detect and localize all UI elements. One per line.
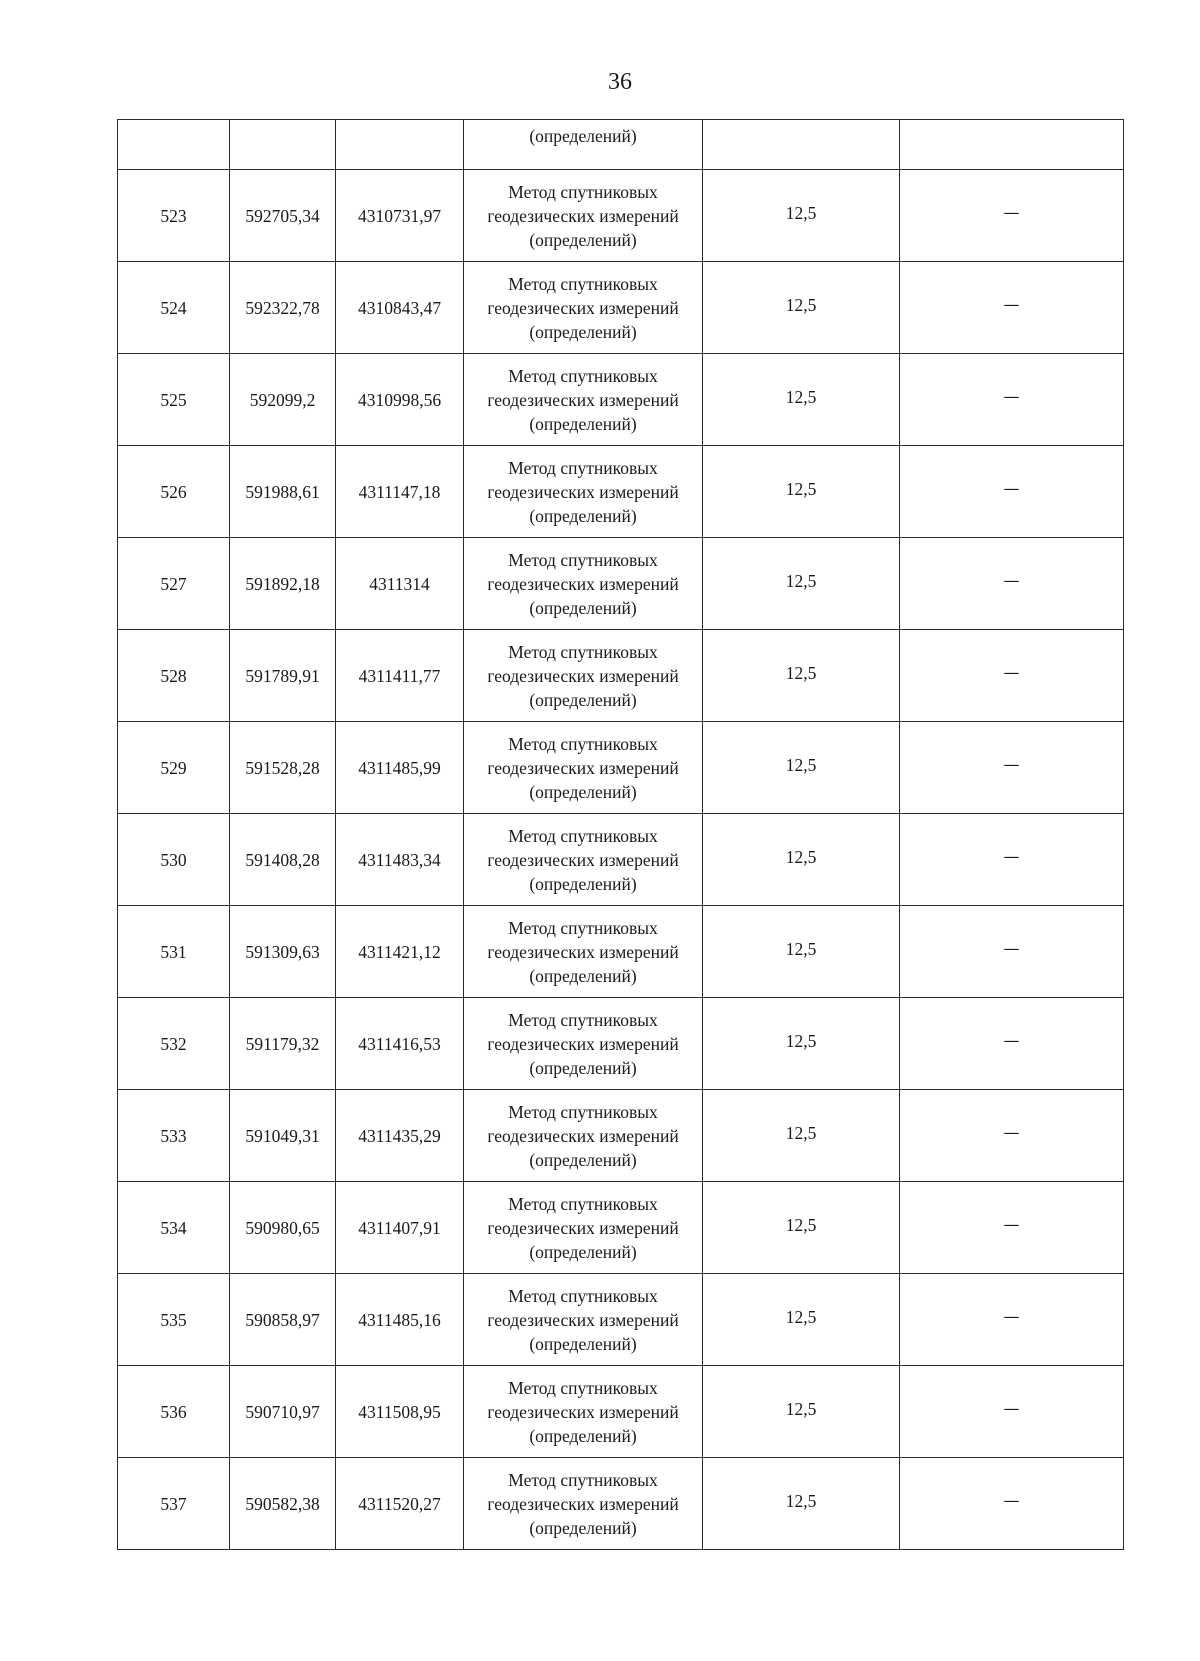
cell-num: 530 [118,814,230,906]
method-line-2: геодезических измерений [487,1401,679,1422]
cell-note: — [900,446,1124,538]
cell-y: 4310843,47 [336,262,464,354]
cell-y: 4311520,27 [336,1458,464,1550]
cell-y: 4311485,99 [336,722,464,814]
method-line-2: геодезических измерений [487,941,679,962]
cell-x: 591309,63 [230,906,336,998]
table-row [118,446,1124,538]
cell-num: 533 [118,1090,230,1182]
cell-num: 526 [118,446,230,538]
cell-method [464,1090,703,1182]
cell-accuracy: 12,5 [703,1366,900,1458]
cell-x: 591049,31 [230,1090,336,1182]
table-row [118,1458,1124,1550]
continued-row [118,120,1124,170]
method-line-2: геодезических измерений [487,205,679,226]
method-line-2: геодезических измерений [487,1309,679,1330]
table-row [118,354,1124,446]
cell-num: 528 [118,630,230,722]
cell-x: 592705,34 [230,170,336,262]
cell-y: 4311411,77 [336,630,464,722]
cell-accuracy: 12,5 [703,446,900,538]
method-line-1: Метод спутниковых [508,1193,658,1214]
cell-accuracy: 12,5 [703,262,900,354]
method-line-2: геодезических измерений [487,389,679,410]
method-line-2: геодезических измерений [487,665,679,686]
cell-num: 537 [118,1458,230,1550]
method-line-2: геодезических измерений [487,1125,679,1146]
cell-accuracy: 12,5 [703,630,900,722]
table-row [118,722,1124,814]
cell-y: 4311435,29 [336,1090,464,1182]
method-line-1: Метод спутниковых [508,365,658,386]
cell-note: — [900,1090,1124,1182]
cell-x: 590582,38 [230,1458,336,1550]
cell-num: 536 [118,1366,230,1458]
cell-note: — [900,630,1124,722]
method-line-2: геодезических измерений [487,481,679,502]
cell-method [464,1458,703,1550]
method-line-2: геодезических измерений [487,849,679,870]
table-row [118,998,1124,1090]
table-row [118,1366,1124,1458]
method-line-1: Метод спутниковых [508,273,658,294]
method-line-3: (определений) [529,1149,637,1170]
method-line-1: Метод спутниковых [508,1101,658,1122]
method-line-2: геодезических измерений [487,1033,679,1054]
cell-method [464,354,703,446]
cell-accuracy: 12,5 [703,354,900,446]
method-line-3: (определений) [529,1517,637,1538]
cell-x: 591789,91 [230,630,336,722]
cell-method [464,170,703,262]
cell-accuracy: 12,5 [703,538,900,630]
method-line-3: (определений) [529,965,637,986]
cell-method [464,538,703,630]
method-line-3: (определений) [529,1333,637,1354]
method-line-3: (определений) [529,873,637,894]
cell-num: 534 [118,1182,230,1274]
cell-y: 4310731,97 [336,170,464,262]
cell-note: — [900,170,1124,262]
cell-method [464,1274,703,1366]
cell-num: 535 [118,1274,230,1366]
cell-method [464,630,703,722]
method-line-2: геодезических измерений [487,1217,679,1238]
cell-method: (определений) [464,120,703,170]
cell-y [336,120,464,170]
cell-accuracy: 12,5 [703,1274,900,1366]
cell-method [464,906,703,998]
cell-x: 590710,97 [230,1366,336,1458]
cell-accuracy: 12,5 [703,814,900,906]
cell-accuracy: 12,5 [703,722,900,814]
cell-y: 4311483,34 [336,814,464,906]
method-line-2: геодезических измерений [487,1493,679,1514]
method-line-1: Метод спутниковых [508,1469,658,1490]
cell-accuracy: 12,5 [703,1458,900,1550]
method-line-1: Метод спутниковых [508,733,658,754]
cell-accuracy: 12,5 [703,1182,900,1274]
cell-method [464,722,703,814]
cell-y: 4311421,12 [336,906,464,998]
cell-num: 524 [118,262,230,354]
method-line-1: Метод спутниковых [508,1285,658,1306]
cell-accuracy [703,120,900,170]
cell-num: 523 [118,170,230,262]
cell-note: — [900,722,1124,814]
coordinates-table [117,119,1124,1550]
cell-x: 591408,28 [230,814,336,906]
method-line-2: геодезических измерений [487,757,679,778]
cell-y: 4311416,53 [336,998,464,1090]
cell-accuracy: 12,5 [703,1090,900,1182]
cell-y: 4311508,95 [336,1366,464,1458]
method-line-1: Метод спутниковых [508,917,658,938]
cell-y: 4311485,16 [336,1274,464,1366]
table-row [118,906,1124,998]
table-row [118,262,1124,354]
cell-note: — [900,1182,1124,1274]
method-line-1: Метод спутниковых [508,457,658,478]
cell-note: — [900,814,1124,906]
cell-num: 532 [118,998,230,1090]
method-line-2: геодезических измерений [487,573,679,594]
method-line-3: (определений) [529,689,637,710]
cell-method [464,998,703,1090]
cell-note: — [900,1458,1124,1550]
cell-num [118,120,230,170]
cell-accuracy: 12,5 [703,998,900,1090]
method-line-3: (определений) [529,229,637,250]
cell-note [900,120,1124,170]
method-line-3: (определений) [529,1241,637,1262]
method-line-2: геодезических измерений [487,297,679,318]
cell-note: — [900,354,1124,446]
cell-x: 592322,78 [230,262,336,354]
method-line-3: (определений) [529,781,637,802]
cell-note: — [900,1366,1124,1458]
table-row [118,814,1124,906]
cell-num: 525 [118,354,230,446]
method-line-3: (определений) [529,1425,637,1446]
table-row [118,170,1124,262]
method-line-1: Метод спутниковых [508,1009,658,1030]
cell-num: 531 [118,906,230,998]
cell-y: 4311407,91 [336,1182,464,1274]
method-line-1: Метод спутниковых [508,1377,658,1398]
method-line-3: (определений) [529,1057,637,1078]
method-line-1: Метод спутниковых [508,641,658,662]
cell-num: 527 [118,538,230,630]
cell-note: — [900,906,1124,998]
method-line-3: (определений) [529,413,637,434]
page-number: 36 [608,69,632,95]
cell-x: 591179,32 [230,998,336,1090]
table-row [118,1090,1124,1182]
method-line-1: Метод спутниковых [508,549,658,570]
method-line-1: Метод спутниковых [508,181,658,202]
cell-x: 591988,61 [230,446,336,538]
cell-x: 591528,28 [230,722,336,814]
method-line-3: (определений) [529,505,637,526]
cell-x: 590980,65 [230,1182,336,1274]
cell-method [464,814,703,906]
cell-accuracy: 12,5 [703,906,900,998]
cell-note: — [900,538,1124,630]
cell-method [464,1182,703,1274]
method-line-3: (определений) [529,597,637,618]
cell-y: 4311314 [336,538,464,630]
cell-note: — [900,262,1124,354]
cell-x [230,120,336,170]
method-line-3: (определений) [529,321,637,342]
table-body [118,120,1124,1550]
cell-x: 591892,18 [230,538,336,630]
table-row [118,538,1124,630]
cell-method [464,1366,703,1458]
cell-accuracy: 12,5 [703,170,900,262]
cell-y: 4310998,56 [336,354,464,446]
cell-note: — [900,1274,1124,1366]
method-line-1: Метод спутниковых [508,825,658,846]
cell-note: — [900,998,1124,1090]
table-row [118,1274,1124,1366]
table-row [118,630,1124,722]
table-row [118,1182,1124,1274]
cell-method [464,446,703,538]
cell-y: 4311147,18 [336,446,464,538]
cell-x: 590858,97 [230,1274,336,1366]
cell-method [464,262,703,354]
cell-x: 592099,2 [230,354,336,446]
cell-num: 529 [118,722,230,814]
